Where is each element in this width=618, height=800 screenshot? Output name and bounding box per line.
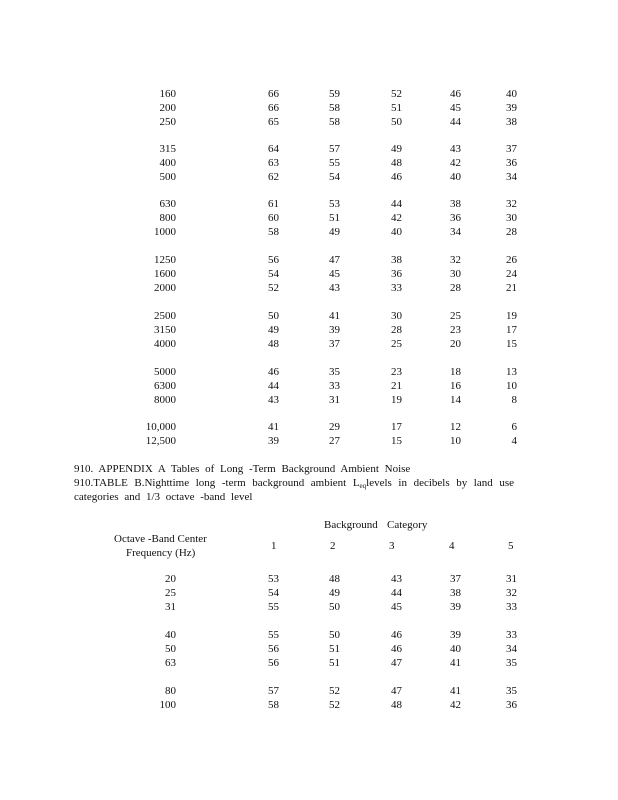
level-cell: 41 xyxy=(450,657,461,669)
frequency-cell: 40 xyxy=(165,629,176,641)
header-category-3: 3 xyxy=(389,540,395,552)
level-cell: 39 xyxy=(329,324,340,336)
table-row xyxy=(0,87,618,101)
level-cell: 32 xyxy=(506,198,517,210)
frequency-cell: 630 xyxy=(159,198,176,210)
level-cell: 57 xyxy=(268,685,279,697)
level-cell: 51 xyxy=(391,102,402,114)
level-cell: 40 xyxy=(391,226,402,238)
level-cell: 58 xyxy=(268,699,279,711)
level-cell: 62 xyxy=(268,171,279,183)
level-cell: 54 xyxy=(268,268,279,280)
level-cell: 48 xyxy=(329,573,340,585)
table-row xyxy=(0,323,618,337)
frequency-cell: 2500 xyxy=(154,310,176,322)
level-cell: 36 xyxy=(506,699,517,711)
table-row xyxy=(0,420,618,434)
frequency-cell: 315 xyxy=(159,143,176,155)
frequency-cell: 1600 xyxy=(154,268,176,280)
header-category-1: 1 xyxy=(271,540,277,552)
level-cell: 59 xyxy=(329,88,340,100)
level-cell: 39 xyxy=(450,629,461,641)
level-cell: 66 xyxy=(268,88,279,100)
frequency-cell: 3150 xyxy=(154,324,176,336)
frequency-cell: 1000 xyxy=(154,226,176,238)
level-cell: 17 xyxy=(391,421,402,433)
level-cell: 46 xyxy=(391,643,402,655)
frequency-cell: 6300 xyxy=(154,380,176,392)
frequency-cell: 2000 xyxy=(154,282,176,294)
level-cell: 14 xyxy=(450,394,461,406)
level-cell: 45 xyxy=(329,268,340,280)
level-cell: 21 xyxy=(506,282,517,294)
level-cell: 32 xyxy=(506,587,517,599)
header-category-2: 2 xyxy=(330,540,336,552)
level-cell: 19 xyxy=(391,394,402,406)
level-cell: 25 xyxy=(391,338,402,350)
level-cell: 36 xyxy=(450,212,461,224)
level-cell: 41 xyxy=(450,685,461,697)
level-cell: 36 xyxy=(506,157,517,169)
level-cell: 45 xyxy=(450,102,461,114)
table-row xyxy=(0,267,618,281)
table-row xyxy=(0,586,618,600)
level-cell: 57 xyxy=(329,143,340,155)
level-cell: 63 xyxy=(268,157,279,169)
level-cell: 39 xyxy=(450,601,461,613)
level-cell: 34 xyxy=(506,171,517,183)
level-cell: 52 xyxy=(329,699,340,711)
level-cell: 23 xyxy=(391,366,402,378)
level-cell: 46 xyxy=(391,171,402,183)
level-cell: 61 xyxy=(268,198,279,210)
table-row xyxy=(0,115,618,129)
header-col0-line1: Octave -Band Center xyxy=(114,533,207,545)
frequency-cell: 63 xyxy=(165,657,176,669)
frequency-cell: 500 xyxy=(159,171,176,183)
frequency-cell: 31 xyxy=(165,601,176,613)
level-cell: 44 xyxy=(268,380,279,392)
frequency-cell: 20 xyxy=(165,573,176,585)
level-cell: 41 xyxy=(329,310,340,322)
level-cell: 28 xyxy=(391,324,402,336)
level-cell: 39 xyxy=(506,102,517,114)
header-category-4: 4 xyxy=(449,540,455,552)
table-row xyxy=(0,142,618,156)
caption-line-3: categories and 1/3 octave -band level xyxy=(74,491,253,503)
level-cell: 55 xyxy=(268,601,279,613)
level-cell: 37 xyxy=(329,338,340,350)
table-row xyxy=(0,225,618,239)
level-cell: 39 xyxy=(268,435,279,447)
level-cell: 31 xyxy=(506,573,517,585)
level-cell: 32 xyxy=(450,254,461,266)
level-cell: 47 xyxy=(391,685,402,697)
level-cell: 43 xyxy=(329,282,340,294)
level-cell: 38 xyxy=(450,198,461,210)
level-cell: 10 xyxy=(506,380,517,392)
header-background: Background xyxy=(324,519,378,531)
table-row xyxy=(0,281,618,295)
table-row xyxy=(0,197,618,211)
table-row xyxy=(0,379,618,393)
level-cell: 34 xyxy=(450,226,461,238)
level-cell: 41 xyxy=(268,421,279,433)
level-cell: 34 xyxy=(506,643,517,655)
level-cell: 42 xyxy=(450,157,461,169)
table-row xyxy=(0,156,618,170)
level-cell: 26 xyxy=(506,254,517,266)
table-row xyxy=(0,698,618,712)
level-cell: 13 xyxy=(506,366,517,378)
level-cell: 64 xyxy=(268,143,279,155)
level-cell: 49 xyxy=(268,324,279,336)
level-cell: 40 xyxy=(450,643,461,655)
level-cell: 30 xyxy=(450,268,461,280)
level-cell: 55 xyxy=(268,629,279,641)
frequency-cell: 4000 xyxy=(154,338,176,350)
frequency-cell: 800 xyxy=(159,212,176,224)
level-cell: 49 xyxy=(391,143,402,155)
level-cell: 28 xyxy=(450,282,461,294)
level-cell: 47 xyxy=(391,657,402,669)
level-cell: 50 xyxy=(329,629,340,641)
level-cell: 33 xyxy=(329,380,340,392)
level-cell: 33 xyxy=(506,629,517,641)
frequency-cell: 400 xyxy=(159,157,176,169)
level-cell: 47 xyxy=(329,254,340,266)
table-row xyxy=(0,365,618,379)
level-cell: 43 xyxy=(391,573,402,585)
caption-subscript: eq xyxy=(359,482,367,490)
header-category: Category xyxy=(387,519,428,531)
level-cell: 43 xyxy=(268,394,279,406)
level-cell: 15 xyxy=(391,435,402,447)
level-cell: 33 xyxy=(506,601,517,613)
level-cell: 42 xyxy=(391,212,402,224)
level-cell: 12 xyxy=(450,421,461,433)
level-cell: 52 xyxy=(391,88,402,100)
header-col0-line2: Frequency (Hz) xyxy=(126,547,196,559)
level-cell: 38 xyxy=(391,254,402,266)
level-cell: 52 xyxy=(329,685,340,697)
level-cell: 27 xyxy=(329,435,340,447)
table-row xyxy=(0,309,618,323)
level-cell: 50 xyxy=(329,601,340,613)
level-cell: 66 xyxy=(268,102,279,114)
level-cell: 49 xyxy=(329,587,340,599)
level-cell: 42 xyxy=(450,699,461,711)
table-row xyxy=(0,572,618,586)
level-cell: 38 xyxy=(506,116,517,128)
table-row xyxy=(0,170,618,184)
level-cell: 60 xyxy=(268,212,279,224)
level-cell: 44 xyxy=(391,198,402,210)
level-cell: 45 xyxy=(391,601,402,613)
level-cell: 30 xyxy=(506,212,517,224)
level-cell: 48 xyxy=(391,157,402,169)
level-cell: 56 xyxy=(268,643,279,655)
level-cell: 58 xyxy=(329,116,340,128)
level-cell: 52 xyxy=(268,282,279,294)
level-cell: 21 xyxy=(391,380,402,392)
table-row xyxy=(0,642,618,656)
level-cell: 46 xyxy=(391,629,402,641)
level-cell: 8 xyxy=(511,394,517,406)
table-row xyxy=(0,337,618,351)
level-cell: 65 xyxy=(268,116,279,128)
table-caption xyxy=(74,462,514,504)
table-row xyxy=(0,101,618,115)
table-row xyxy=(0,600,618,614)
level-cell: 51 xyxy=(329,643,340,655)
level-cell: 29 xyxy=(329,421,340,433)
frequency-cell: 10,000 xyxy=(145,421,176,433)
level-cell: 19 xyxy=(506,310,517,322)
frequency-cell: 250 xyxy=(159,116,176,128)
table-row xyxy=(0,684,618,698)
table-row xyxy=(0,211,618,225)
level-cell: 48 xyxy=(268,338,279,350)
level-cell: 50 xyxy=(391,116,402,128)
level-cell: 46 xyxy=(450,88,461,100)
level-cell: 56 xyxy=(268,254,279,266)
level-cell: 44 xyxy=(450,116,461,128)
frequency-cell: 8000 xyxy=(154,394,176,406)
level-cell: 25 xyxy=(450,310,461,322)
table-row xyxy=(0,393,618,407)
level-cell: 54 xyxy=(329,171,340,183)
level-cell: 38 xyxy=(450,587,461,599)
frequency-cell: 25 xyxy=(165,587,176,599)
frequency-cell: 12,500 xyxy=(145,435,176,447)
frequency-cell: 100 xyxy=(159,699,176,711)
level-cell: 30 xyxy=(391,310,402,322)
level-cell: 20 xyxy=(450,338,461,350)
level-cell: 43 xyxy=(450,143,461,155)
level-cell: 51 xyxy=(329,657,340,669)
level-cell: 35 xyxy=(506,685,517,697)
frequency-cell: 5000 xyxy=(154,366,176,378)
level-cell: 49 xyxy=(329,226,340,238)
level-cell: 31 xyxy=(329,394,340,406)
table-row xyxy=(0,253,618,267)
level-cell: 50 xyxy=(268,310,279,322)
level-cell: 44 xyxy=(391,587,402,599)
frequency-cell: 200 xyxy=(159,102,176,114)
level-cell: 53 xyxy=(329,198,340,210)
header-category-5: 5 xyxy=(508,540,514,552)
table-row xyxy=(0,628,618,642)
level-cell: 23 xyxy=(450,324,461,336)
level-cell: 51 xyxy=(329,212,340,224)
level-cell: 33 xyxy=(391,282,402,294)
frequency-cell: 1250 xyxy=(154,254,176,266)
level-cell: 35 xyxy=(506,657,517,669)
level-cell: 15 xyxy=(506,338,517,350)
level-cell: 4 xyxy=(511,435,517,447)
level-cell: 40 xyxy=(450,171,461,183)
level-cell: 54 xyxy=(268,587,279,599)
level-cell: 48 xyxy=(391,699,402,711)
level-cell: 40 xyxy=(506,88,517,100)
frequency-cell: 50 xyxy=(165,643,176,655)
table-row xyxy=(0,656,618,670)
level-cell: 58 xyxy=(268,226,279,238)
level-cell: 10 xyxy=(450,435,461,447)
level-cell: 55 xyxy=(329,157,340,169)
level-cell: 37 xyxy=(506,143,517,155)
level-cell: 53 xyxy=(268,573,279,585)
level-cell: 35 xyxy=(329,366,340,378)
caption-line-2: 910.TABLE B.Nighttime long -term background ambient $L_{eq}levels$ in decibels by land use xyxy=(74,477,514,490)
frequency-cell: 160 xyxy=(159,88,176,100)
level-cell: 28 xyxy=(506,226,517,238)
level-cell: 18 xyxy=(450,366,461,378)
level-cell: 16 xyxy=(450,380,461,392)
level-cell: 6 xyxy=(511,421,517,433)
level-cell: 46 xyxy=(268,366,279,378)
level-cell: 58 xyxy=(329,102,340,114)
level-cell: 17 xyxy=(506,324,517,336)
level-cell: 24 xyxy=(506,268,517,280)
level-cell: 37 xyxy=(450,573,461,585)
level-cell: 36 xyxy=(391,268,402,280)
caption-line-1: 910. APPENDIX A Tables of Long -Term Background Ambient Noise xyxy=(74,463,411,475)
level-cell: 56 xyxy=(268,657,279,669)
frequency-cell: 80 xyxy=(165,685,176,697)
table-row xyxy=(0,434,618,448)
